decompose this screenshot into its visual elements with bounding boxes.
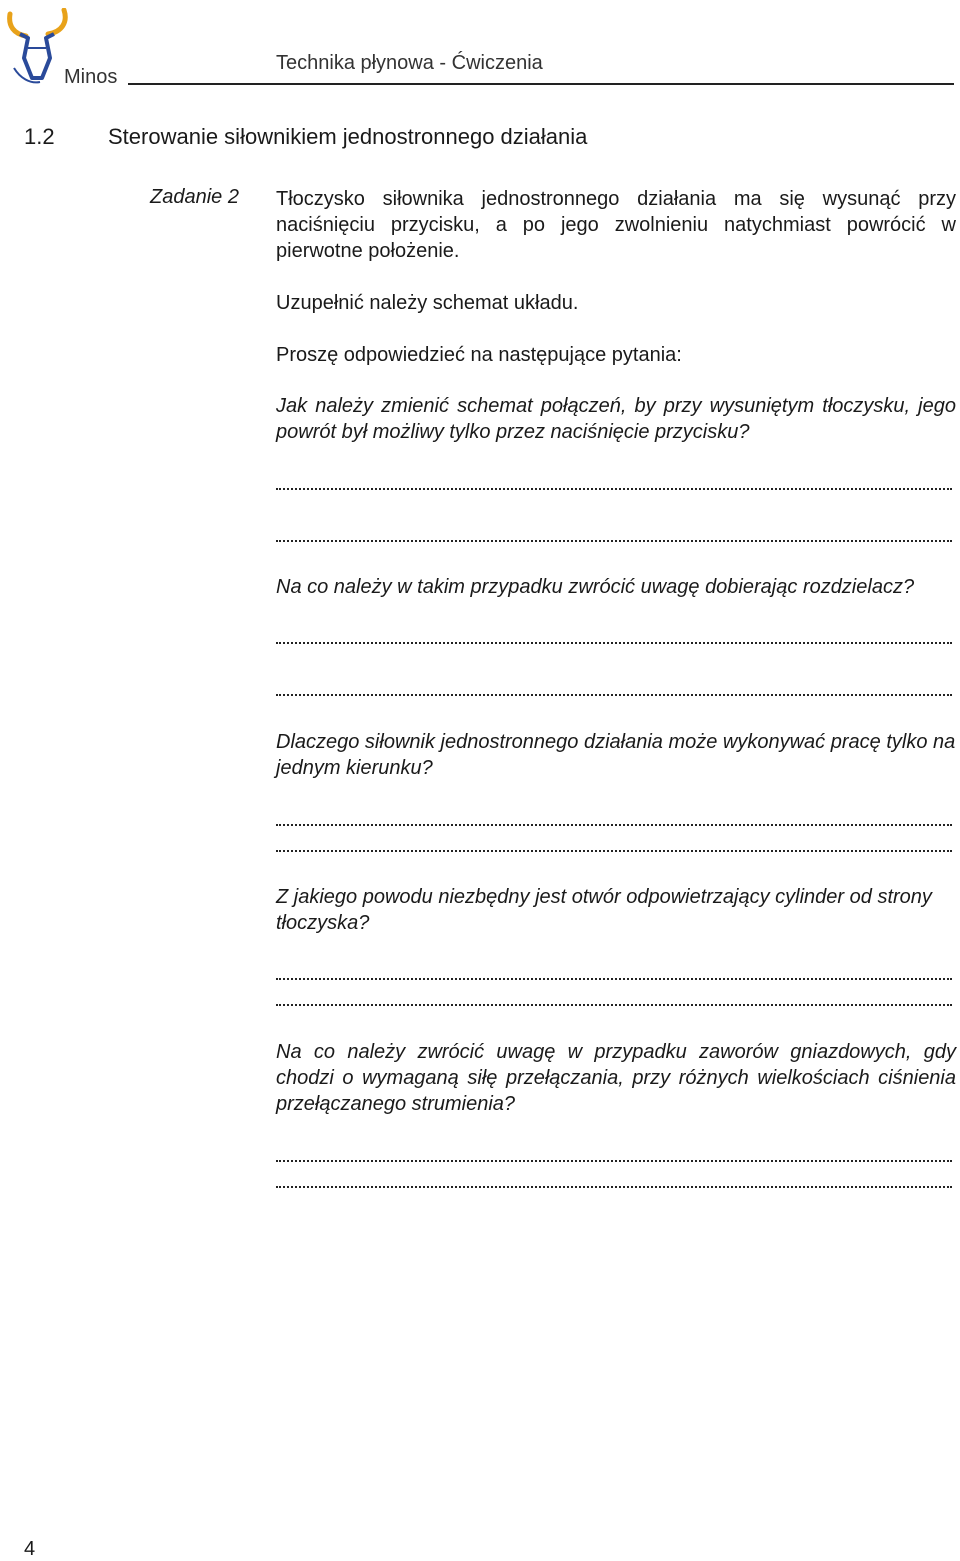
document-title: Technika płynowa - Ćwiczenia [276,52,543,74]
answer-line [276,642,952,644]
answer-line [276,540,952,542]
page-number: 4 [24,1538,36,1560]
question-1: Jak należy zmienić schemat połączeń, by przy wysuniętym tłoczysku, jego powrót był możliwy tylko przez naciśnięcie przycisku? [276,395,956,443]
question-4: Z jakiego powodu niezbędny jest otwór odpowietrzający cylinder od strony tłoczyska? [276,886,932,934]
task-prompt: Proszę odpowiedzieć na następujące pytania: [276,344,682,366]
answer-line [276,978,952,980]
section-number: 1.2 [24,124,55,149]
answer-line [276,1160,952,1162]
question-2: Na co należy w takim przypadku zwrócić uwagę dobierając rozdzielacz? [276,576,915,598]
answer-line [276,488,952,490]
bull-head-logo-icon [6,8,68,86]
answer-line [276,694,952,696]
answer-line [276,824,952,826]
header-rule [128,83,954,85]
section-title: Sterowanie siłownikiem jednostronnego działania [108,124,588,149]
answer-line [276,1004,952,1006]
task-instruction: Uzupełnić należy schemat układu. [276,292,579,314]
question-5: Na co należy zwrócić uwagę w przypadku zaworów gniazdowych, gdy chodzi o wymaganą siłę przełączania, przy różnych wielkościach ciśnienia przełączanego strumienia? [276,1041,956,1115]
question-3: Dlaczego siłownik jednostronnego działania może wykonywać pracę tylko na jednym kierunku? [276,731,956,779]
brand-name: Minos [64,66,118,88]
answer-line [276,850,952,852]
answer-line [276,1186,952,1188]
task-intro: Tłoczysko siłownika jednostronnego działania ma się wysunąć przy naciśnięciu przycisku, a po jego zwolnieniu natychmiast powrócić w pierwotne położenie. [276,188,956,262]
task-label: Zadanie 2 [150,186,239,208]
